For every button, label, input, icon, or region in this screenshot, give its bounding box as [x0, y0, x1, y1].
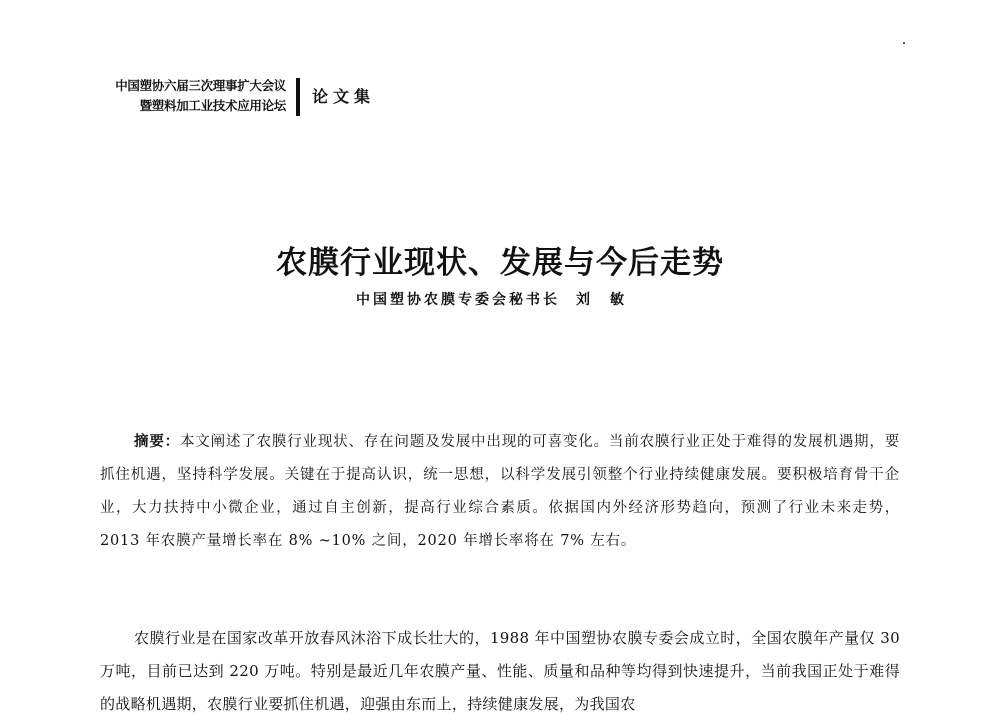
- author-name: 刘敏: [576, 292, 644, 308]
- body-paragraph: 农膜行业是在国家改革开放春风沐浴下成长壮大的，1988 年中国塑协农膜专委会成立时，全国农膜年产量仅 30 万吨，目前已达到 220 万吨。特别是最近几年农膜产量、性能、质量和品种等均得到快速提升，当前我国正处于难得的战略机遇期，农膜行业要抓住机遇，迎强由东而上，持续健康发展，为我国农: [100, 629, 900, 713]
- author-line: [0, 289, 1000, 309]
- abstract-text: 本文阐述了农膜行业现状、存在问题及发展中出现的可喜变化。当前农膜行业正处于难得的发展机遇期，要抓住机遇，坚持科学发展。关键在于提高认识，统一思想，以科学发展引领整个行业持续健康发展。要积极培育骨干企业，大力扶持中小微企业，通过自主创新，提高行业综合素质。依据国内外经济形势趋向，预测了行业未来走势，2013 年农膜产量增长率在 8% ~10% 之间，2020 年增长率将在 7% 左右。: [100, 434, 900, 549]
- running-header: [60, 76, 375, 116]
- section-label: 论文集: [312, 87, 376, 106]
- abstract: [100, 426, 900, 558]
- conference-name: [60, 76, 286, 116]
- scan-speck: [903, 42, 905, 44]
- paper-title: 农膜行业现状、发展与今后走势: [276, 245, 724, 281]
- header-divider: [296, 78, 300, 116]
- conference-name-line2: 暨塑料加工业技术应用论坛: [139, 98, 286, 113]
- author-affiliation: 中国塑协农膜专委会秘书长: [356, 292, 560, 308]
- abstract-label: 摘要：: [134, 434, 180, 450]
- conference-name-line1: 中国塑协六届三次理事扩大会议: [115, 78, 286, 93]
